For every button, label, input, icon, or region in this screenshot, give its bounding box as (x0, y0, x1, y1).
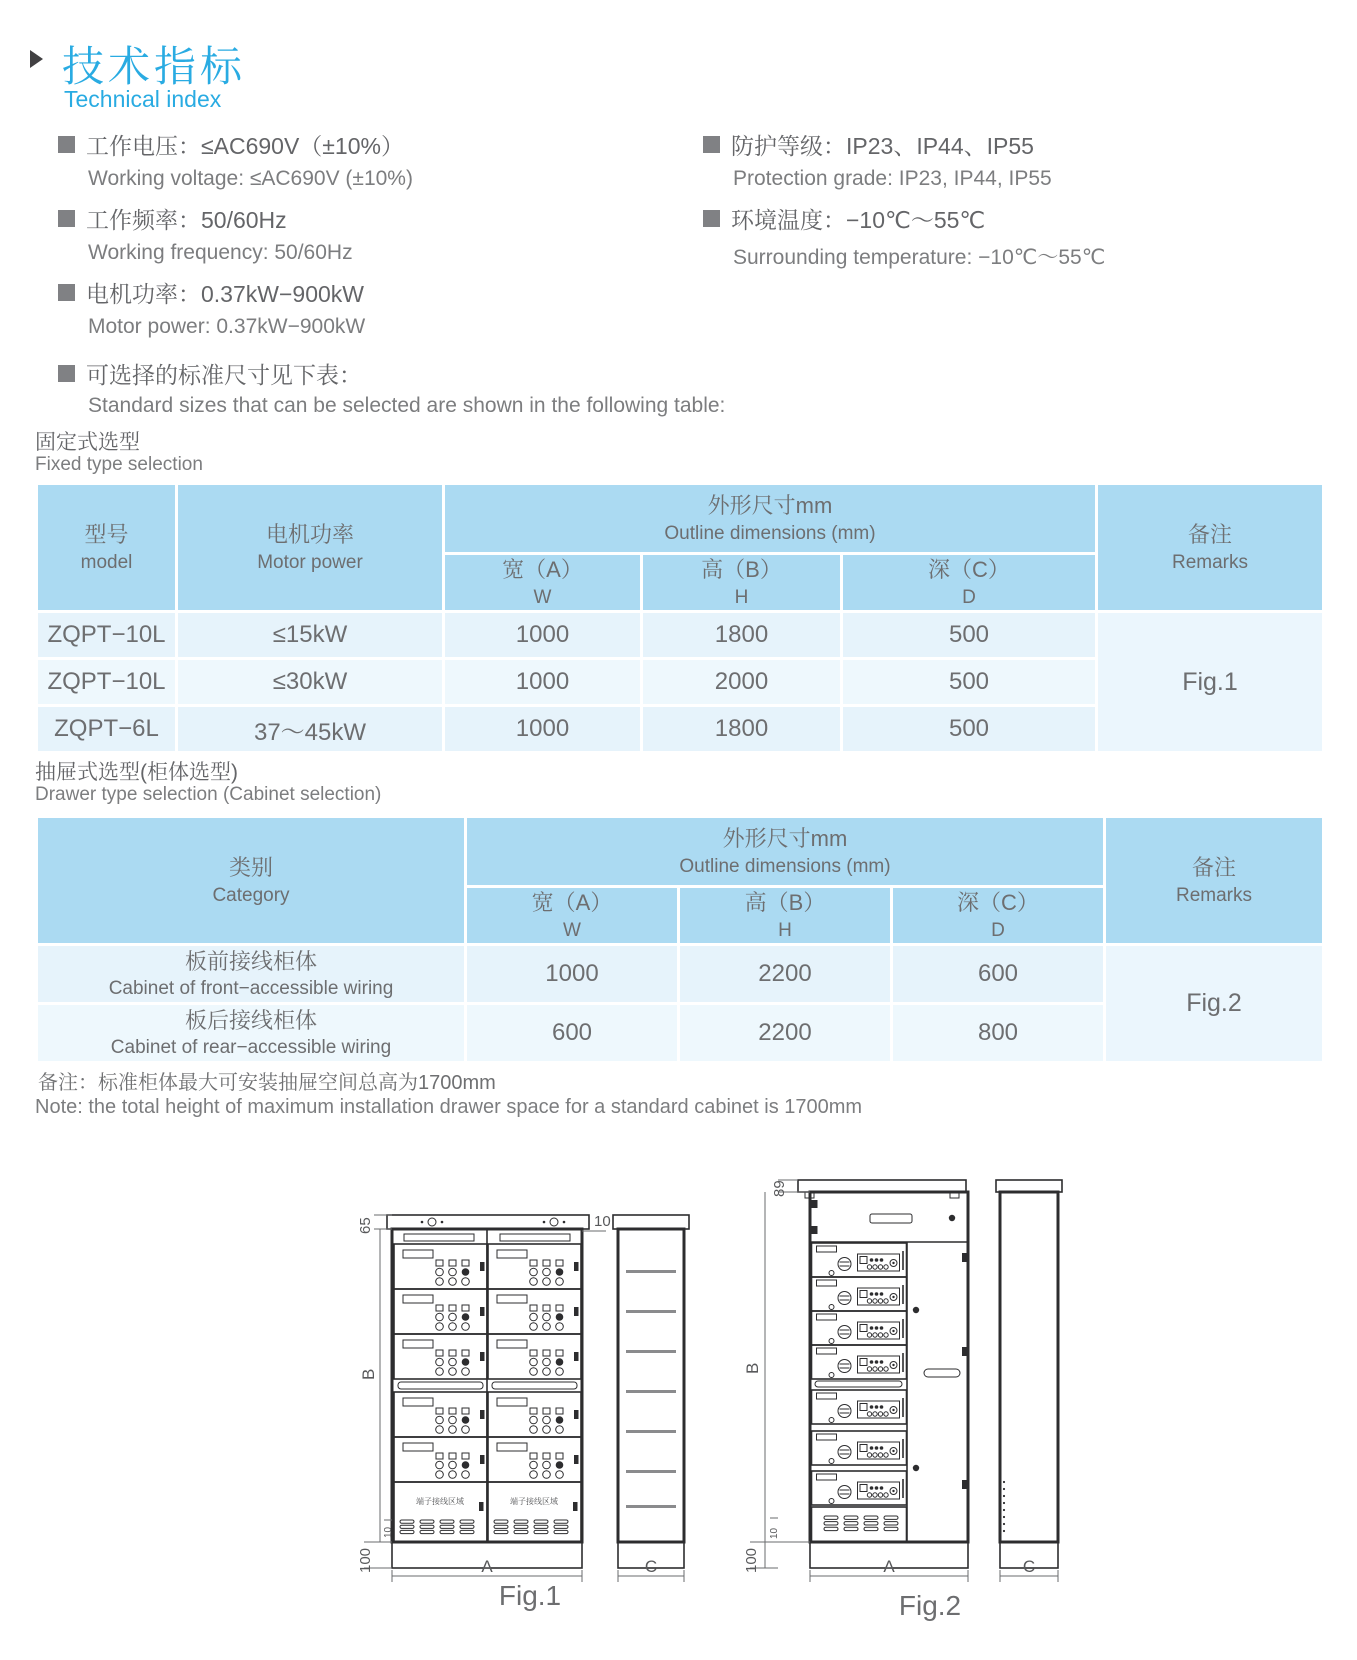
note-cn: 备注：标准柜体最大可安装抽屉空间总高为1700mm (38, 1072, 496, 1094)
section-arrow-icon (30, 50, 43, 68)
spec-ambient-temperature-en: Surrounding temperature: −10℃～55℃ (733, 246, 1106, 269)
cell-model: ZQPT−10L (37, 659, 177, 706)
fig2-dim-plinth: 100 (743, 1547, 760, 1573)
spec-text: 可选择的标准尺寸见下表： (86, 362, 362, 388)
col-header-model: 型号 model (37, 484, 177, 612)
col-header-depth: 深（C） D (842, 554, 1097, 612)
spec-table-intro (58, 357, 362, 390)
spec-text: 电机功率：0.37kW−900kW (86, 281, 364, 307)
bullet-square-icon (703, 136, 720, 153)
fig1-terminal-label: 端子接线区域 (510, 1497, 558, 1506)
note-en: Note: the total height of maximum installation drawer space for a standard cabinet is 1700mm (35, 1096, 863, 1118)
spec-protection-grade (703, 128, 1034, 161)
cell-height: 2000 (642, 659, 842, 706)
spec-working-frequency (58, 202, 287, 235)
fig1-dim-vent: 10 (383, 1526, 394, 1538)
col-header-remarks: 备注 Remarks (1105, 817, 1324, 945)
cell-category: 板前接线柜体 Cabinet of front−accessible wiring (37, 945, 466, 1004)
cell-model: ZQPT−6L (37, 706, 177, 753)
drawer-section-subtitle: Drawer type selection (Cabinet selection) (35, 784, 382, 805)
cell-width: 1000 (466, 945, 679, 1004)
col-header-outline-dimensions: 外形尺寸mm Outline dimensions (mm) (466, 817, 1105, 887)
fixed-type-table (35, 482, 1325, 754)
bullet-square-icon (58, 365, 75, 382)
cell-remark: Fig.2 (1105, 945, 1324, 1063)
bullet-square-icon (58, 284, 75, 301)
spec-protection-grade-en: Protection grade: IP23, IP44, IP55 (733, 167, 1052, 190)
table-row (37, 945, 1324, 1004)
col-header-height: 高（B） H (679, 887, 892, 945)
col-header-height: 高（B） H (642, 554, 842, 612)
cell-width: 1000 (444, 612, 642, 659)
spec-ambient-temperature (703, 202, 985, 235)
bullet-square-icon (58, 210, 75, 227)
spec-text: 防护等级：IP23、IP44、IP55 (731, 133, 1034, 159)
spec-text: 工作电压：≤AC690V（±10%） (86, 133, 404, 159)
fixed-section-title: 固定式选型 (35, 431, 140, 454)
fig1-terminal-label: 端子接线区域 (416, 1497, 464, 1506)
fig1-dim-cap: 65 (357, 1217, 374, 1234)
fig1-drawing (340, 1190, 780, 1590)
col-header-motor-power: 电机功率 Motor power (177, 484, 444, 612)
cell-height: 1800 (642, 706, 842, 753)
fixed-section-subtitle: Fixed type selection (35, 454, 203, 475)
spec-text: 工作频率：50/60Hz (86, 207, 287, 233)
page-title: 技术指标 (62, 43, 247, 90)
col-header-depth: 深（C） D (892, 887, 1105, 945)
spec-motor-power (58, 276, 364, 309)
drawer-type-table (35, 815, 1325, 1064)
cell-width: 1000 (444, 659, 642, 706)
cell-width: 600 (466, 1004, 679, 1063)
fig2-dim-width: A (883, 1557, 895, 1576)
cell-depth: 500 (842, 659, 1097, 706)
spec-motor-power-en: Motor power: 0.37kW−900kW (88, 315, 366, 338)
cell-power: ≤15kW (177, 612, 444, 659)
page-subtitle: Technical index (64, 86, 222, 112)
cell-depth: 500 (842, 612, 1097, 659)
fig1-caption: Fig.1 (498, 1580, 562, 1611)
cell-power: ≤30kW (177, 659, 444, 706)
fig2-dim-cap: 89 (771, 1180, 788, 1197)
col-header-width: 宽（A） W (444, 554, 642, 612)
fig1-dim-width: A (481, 1557, 493, 1576)
cell-depth: 500 (842, 706, 1097, 753)
bullet-square-icon (703, 210, 720, 227)
cell-model: ZQPT−10L (37, 612, 177, 659)
fig2-caption: Fig.2 (898, 1590, 962, 1621)
cell-category: 板后接线柜体 Cabinet of rear−accessible wiring (37, 1004, 466, 1063)
spec-text: 环境温度：−10℃～55℃ (731, 207, 986, 233)
spec-working-frequency-en: Working frequency: 50/60Hz (88, 241, 353, 264)
fig1-dim-plinth: 100 (357, 1547, 374, 1573)
fig2-dim-height: B (743, 1362, 762, 1374)
cell-depth: 800 (892, 1004, 1105, 1063)
spec-working-voltage-en: Working voltage: ≤AC690V (±10%) (88, 167, 413, 190)
col-header-width: 宽（A） W (466, 887, 679, 945)
bullet-square-icon (58, 136, 75, 153)
fig1-dim-top-right: 10 (594, 1213, 611, 1230)
fig1-dim-depth: C (644, 1557, 658, 1576)
drawer-section-title: 抽屉式选型(柜体选型) (35, 761, 238, 784)
fig2-dim-vent: 10 (769, 1527, 780, 1539)
cell-remark: Fig.1 (1097, 612, 1324, 753)
cell-width: 1000 (444, 706, 642, 753)
col-header-outline-dimensions: 外形尺寸mm Outline dimensions (mm) (444, 484, 1097, 554)
cell-depth: 600 (892, 945, 1105, 1004)
cell-height: 2200 (679, 1004, 892, 1063)
cell-power: 37～45kW (177, 706, 444, 753)
col-header-category: 类别 Category (37, 817, 466, 945)
table-row (37, 612, 1324, 659)
col-header-remarks: 备注 Remarks (1097, 484, 1324, 612)
spec-table-intro-en: Standard sizes that can be selected are shown in the following table: (88, 394, 726, 417)
spec-working-voltage (58, 128, 404, 161)
cell-height: 1800 (642, 612, 842, 659)
fig2-drawing (720, 1150, 1090, 1590)
cell-height: 2200 (679, 945, 892, 1004)
fig2-dim-depth: C (1022, 1557, 1036, 1576)
fig1-dim-height: B (359, 1368, 378, 1380)
